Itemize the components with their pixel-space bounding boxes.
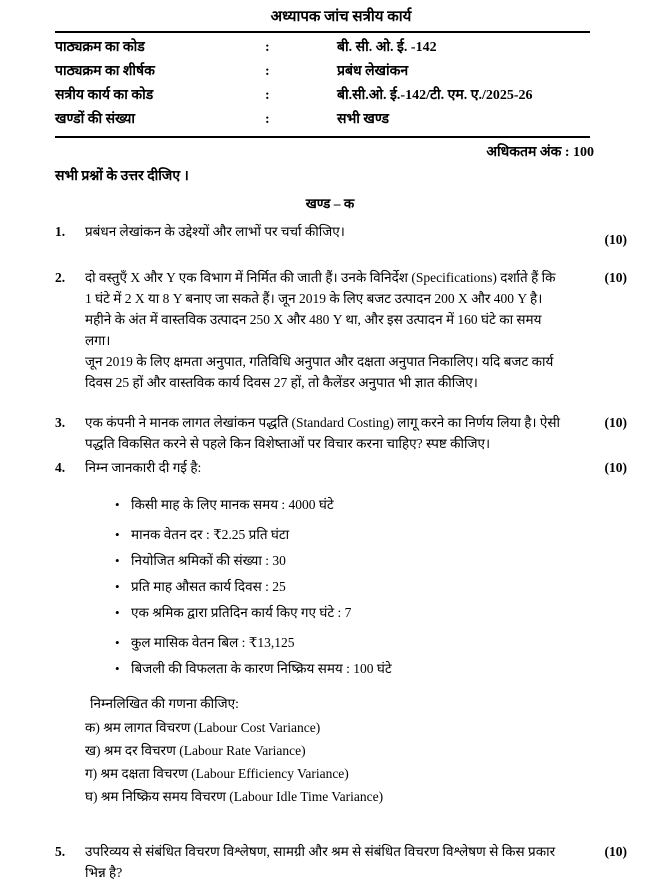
max-marks: अधिकतम अंक : 100 <box>486 145 594 160</box>
course-title-row <box>55 60 590 84</box>
question-5-number: 5. <box>55 844 66 859</box>
list-item: • प्रति माह औसत कार्य दिवस : 25 <box>131 576 565 597</box>
question-5-paragraph: उपरिव्यय से संबंधित विचरण विश्लेषण, सामग्री और श्रम से संबंधित विचरण विश्लेषण से किस प्रकार भिन्न है? <box>85 844 556 880</box>
question-5-marks: (10) <box>604 844 627 859</box>
question-2 <box>55 267 627 393</box>
list-item: • बिजली की विफलता के कारण निष्क्रिय समय : 100 घंटे <box>131 658 565 679</box>
question-4-marks: (10) <box>604 460 627 475</box>
assignment-code-value: बी.सी.ओ. ई.-142/टी. एम. ए./2025-26 <box>337 88 533 103</box>
section-heading: खण्ड – क <box>305 196 355 211</box>
assignment-code-row <box>55 84 590 108</box>
colon-separator: : <box>265 88 270 103</box>
question-3-paragraph: एक कंपनी ने मानक लागत लेखांकन पद्धति (Standard Costing) लागू करने का निर्णय लिया है। ऐसी पद्धति विकसित करने से पहले किन विशेष्ताओं पर विचार करना चाहिए? स्पष्ट कीजिए। <box>85 415 560 451</box>
list-item: • किसी माह के लिए मानक समय : 4000 घंटे <box>131 494 565 515</box>
question-3-marks: (10) <box>604 415 627 430</box>
question-5-text <box>85 841 565 883</box>
question-2-paragraph-1: दो वस्तुएँ X और Y एक विभाग में निर्मित की जाती हैं। उनके विनिर्देश (Specifications) दर्शाते हैं कि 1 घंटे में 2 X या 8 Y बनाए जा सकते हैं। जून 2019 के लिए बजट उत्पादन 200 X और 400 Y है। महीने के अंत में वास्तविक उत्पादन 250 X और 480 Y था, और इस उत्पादन में 160 घंटे का समय लगा। <box>85 270 556 348</box>
subpart-a: क) श्रम लागत विचरण (Labour Cost Variance) <box>85 720 321 735</box>
question-4-number: 4. <box>55 460 66 475</box>
blocks-count-row <box>55 108 590 132</box>
list-item: • नियोजित श्रमिकों की संख्या : 30 <box>131 550 565 571</box>
list-item: • कुल मासिक वेतन बिल : ₹13,125 <box>131 632 565 653</box>
course-title-value: प्रबंध लेखांकन <box>337 64 409 79</box>
blocks-count-label: खण्डों की संख्या <box>55 112 135 127</box>
question-2-text <box>85 267 565 393</box>
question-4-compute-intro: निम्नलिखित की गणना कीजिए: <box>90 696 239 711</box>
list-item: • एक श्रमिक द्वारा प्रतिदिन कार्य किए गए घंटे : 7 <box>131 602 565 623</box>
assignment-code-label: सत्रीय कार्य का कोड <box>55 88 154 103</box>
question-1-number: 1. <box>55 224 66 239</box>
subpart-b: ख) श्रम दर विचरण (Labour Rate Variance) <box>85 743 306 758</box>
subpart-c: ग) श्रम दक्षता विचरण (Labour Efficiency Variance) <box>85 766 349 781</box>
answer-all-instruction: सभी प्रश्नों के उत्तर दीजिए । <box>55 169 189 184</box>
question-1-paragraph: प्रबंधन लेखांकन के उद्देश्यों और लाभों पर चर्चा कीजिए। <box>85 224 345 239</box>
question-2-paragraph-2: जून 2019 के लिए क्षमता अनुपात, गतिविधि अनुपात और दक्षता अनुपात निकालिए। यदि बजट कार्य दिवस 25 हों और वास्तविक कार्य दिवस 27 हों, तो कैलेंडर अनुपात भी ज्ञात कीजिए। <box>85 354 554 390</box>
course-info-table <box>55 31 590 138</box>
course-code-row <box>55 36 590 60</box>
question-4-intro: निम्न जानकारी दी गई है: <box>85 460 202 475</box>
subpart-d: घ) श्रम निष्क्रिय समय विचरण (Labour Idle Time Variance) <box>85 789 384 804</box>
course-code-value: बी. सी. ओ. ई. -142 <box>337 40 437 55</box>
question-4-text <box>85 457 565 808</box>
course-code-label: पाठ्यक्रम का कोड <box>55 40 145 55</box>
question-1-text <box>85 221 565 242</box>
question-4-subparts <box>85 716 565 808</box>
question-1 <box>55 221 627 250</box>
colon-separator: : <box>265 64 270 79</box>
question-2-marks: (10) <box>604 270 627 285</box>
list-item: • मानक वेतन दर : ₹2.25 प्रति घंटा <box>131 524 565 545</box>
question-4 <box>55 457 627 808</box>
question-3-text <box>85 412 565 454</box>
question-1-marks: (10) <box>604 232 627 247</box>
question-3 <box>55 412 627 454</box>
question-4-data-list <box>85 494 565 679</box>
question-2-number: 2. <box>55 270 66 285</box>
colon-separator: : <box>265 112 270 127</box>
question-5 <box>55 841 627 883</box>
question-3-number: 3. <box>55 415 66 430</box>
colon-separator: : <box>265 40 270 55</box>
document-title: अध्यापक जांच सत्रीय कार्य <box>270 9 412 25</box>
blocks-count-value: सभी खण्ड <box>337 112 390 127</box>
course-title-label: पाठ्यक्रम का शीर्षक <box>55 64 155 79</box>
